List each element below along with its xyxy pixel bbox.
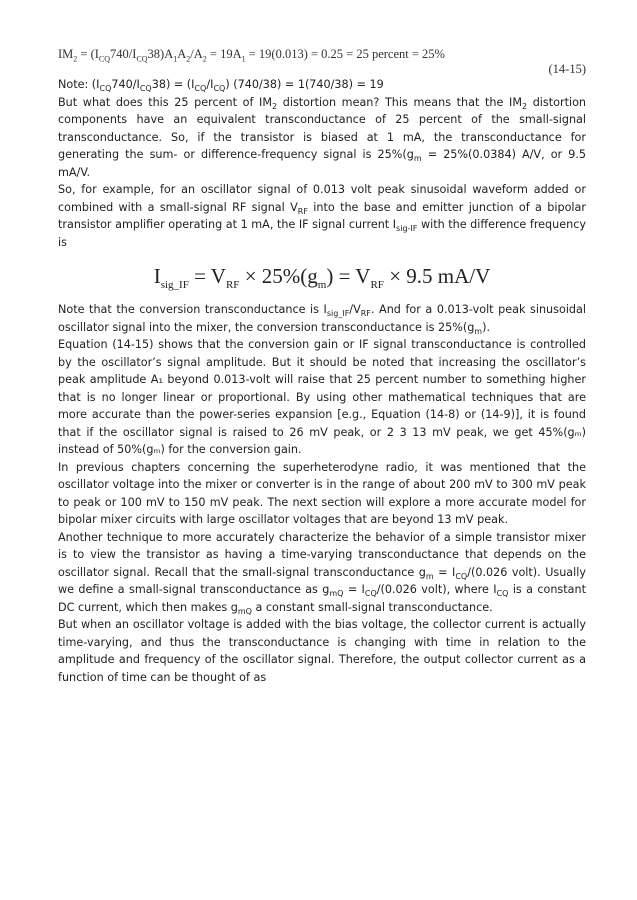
equation-14-15: $IM_2 = (I_{CQ}740/I_{CQ}38)A_1A_2/A_2 = 19A_1 = 19(0.013) = 0.25 = 25$ percent = 25% — [58, 47, 445, 64]
paragraph-conversion-transconductance: Note that the conversion transconductance is $I_{sig\_IF}/V_{RF}$. And for a 0.013-volt peak sinusoidal oscillator signal into the mixer, the conversion transconductance is $25\%(g_m)$. — [58, 303, 586, 336]
paragraph-equation-analysis: Equation (14-15) shows that the conversion gain or IF signal transconductance is controlled by the oscillator’s signal amplitude. But it should be noted that increasing the oscillator’s peak amplitude A₁ beyond 0.013-volt will raise that 25 percent number to something higher that is no longer linear or proportional. By using other mathematical techniques that are more accurate than the power-series expansion [e.g., Equation (14-8) or (14-9)], it is found that if the oscillator signal is raised to 26 mV peak, or 2 3 13 mV peak, we get 45%(gₘ) instead of 50%(gₘ) for the conversion gain. — [58, 338, 586, 456]
paragraph-collector-current: But when an oscillator voltage is added with the bias voltage, the collector current is actually time-varying, and thus the transconductance is changing with time in relation to the amplitude and frequency of the oscillator signal. Therefore, the output collector current as a function of time can be thought of as — [58, 618, 586, 684]
paragraph-im2-meaning: But what does this 25 percent of $IM_2$ distortion mean? This means that the $IM_2$ distortion components have an equivalent transconductance of 25 percent of the small-signal transconductance. So, if the transistor is biased at 1 mA, the transconductance for generating the sum- or difference-frequency signal is $25\%(g_m = 25\%(0.0384)$ A/V, or 9.5 mA/V. — [58, 95, 586, 179]
if-current-equation: $I_{sig\_IF} = V_{RF} \times 25\%(g_m) = V_{RF} \times 9.5$ mA/V — [153, 264, 491, 292]
document-page — [58, 46, 586, 686]
note-paragraph: Note: $(I_{CQ}740/I_{CQ}38) = (I_{CQ}/I_{CQ}) (740/38) = 1(740/38) = 19$ — [58, 78, 384, 94]
paragraph-superheterodyne: In previous chapters concerning the superheterodyne radio, it was mentioned that the oscillator voltage into the mixer or converter is in the range of about 200 mV to 300 mV peak to peak or 100 mV to 150 mV peak. The next section will explore a more accurate model for bipolar mixer circuits with large oscillator voltages that are beyond 13 mV peak. — [58, 460, 586, 526]
equation-number: (14-15) — [548, 62, 586, 76]
paragraph-time-varying: Another technique to more accurately characterize the behavior of a simple transistor mixer is to view the transistor as having a time-varying transconductance that depends on the oscillator signal. Recall that the small-signal transconductance $g_m = I_{CQ}/(0.026$ volt). Usually we define a small-signal transconductance as $g_{mQ} = I_{CQ}/(0.026$ volt), where $I_{CQ}$ is a constant DC current, which then makes $g_{mQ}$ a constant small-signal transconductance. — [58, 530, 586, 616]
paragraph-example: So, for example, for an oscillator signal of 0.013 volt peak sinusoidal waveform added or combined with a small-signal RF signal $V_{RF}$ into the base and emitter junction of a bipolar transistor amplifier operating at 1 mA, the IF signal current $I_{sig-IF}$ with the difference frequency is — [58, 183, 586, 249]
